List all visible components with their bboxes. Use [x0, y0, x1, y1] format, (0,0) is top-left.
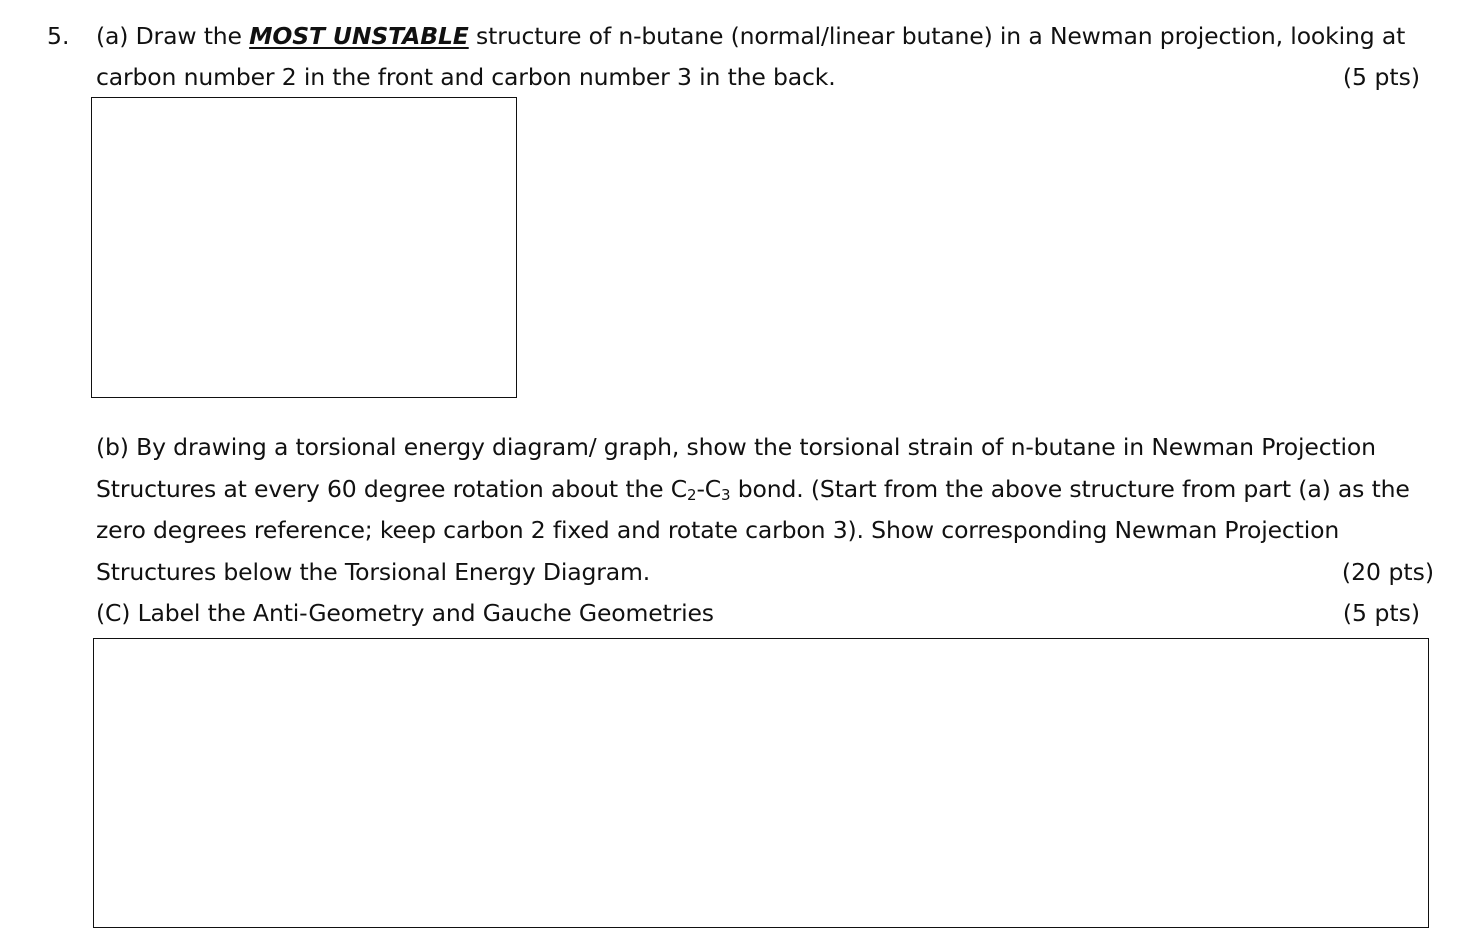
part-c-line: (C) Label the Anti-Geometry and Gauche Geometries [96, 599, 714, 627]
question-number: 5. [47, 22, 70, 50]
part-c-points: (5 pts) [1342, 599, 1420, 627]
part-b-line-3: zero degrees reference; keep carbon 2 fixed and rotate carbon 3). Show corresponding Newman Projection [96, 516, 1340, 544]
part-a-line-2: carbon number 2 in the front and carbon number 3 in the back. [96, 63, 836, 91]
part-b-line-2-pre: Structures at every 60 degree rotation about the C [96, 475, 688, 503]
part-a-answer-box[interactable] [91, 97, 517, 398]
part-b-points: (20 pts) [1341, 558, 1434, 586]
part-a-emphasis: MOST UNSTABLE [249, 22, 469, 50]
part-b-subscript-2: 2 [687, 486, 697, 504]
part-b-subscript-3: 3 [721, 486, 731, 504]
part-b-line-1: (b) By drawing a torsional energy diagram/ graph, show the torsional strain of n-butane in Newman Projection [96, 433, 1376, 461]
part-b-line-2-post: bond. (Start from the above structure from part (a) as the [730, 475, 1410, 503]
part-a-line-1 [96, 21, 1405, 51]
part-a-rest: structure of n-butane (normal/linear butane) in a Newman projection, looking at [468, 22, 1406, 50]
part-a-lead: (a) Draw the [96, 22, 250, 50]
part-b-line-4: Structures below the Torsional Energy Diagram. [96, 558, 651, 586]
part-a-points: (5 pts) [1342, 63, 1420, 91]
part-b-line-2 [96, 474, 1410, 504]
part-b-dash: -C [696, 475, 722, 503]
part-b-answer-box[interactable] [93, 638, 1429, 928]
